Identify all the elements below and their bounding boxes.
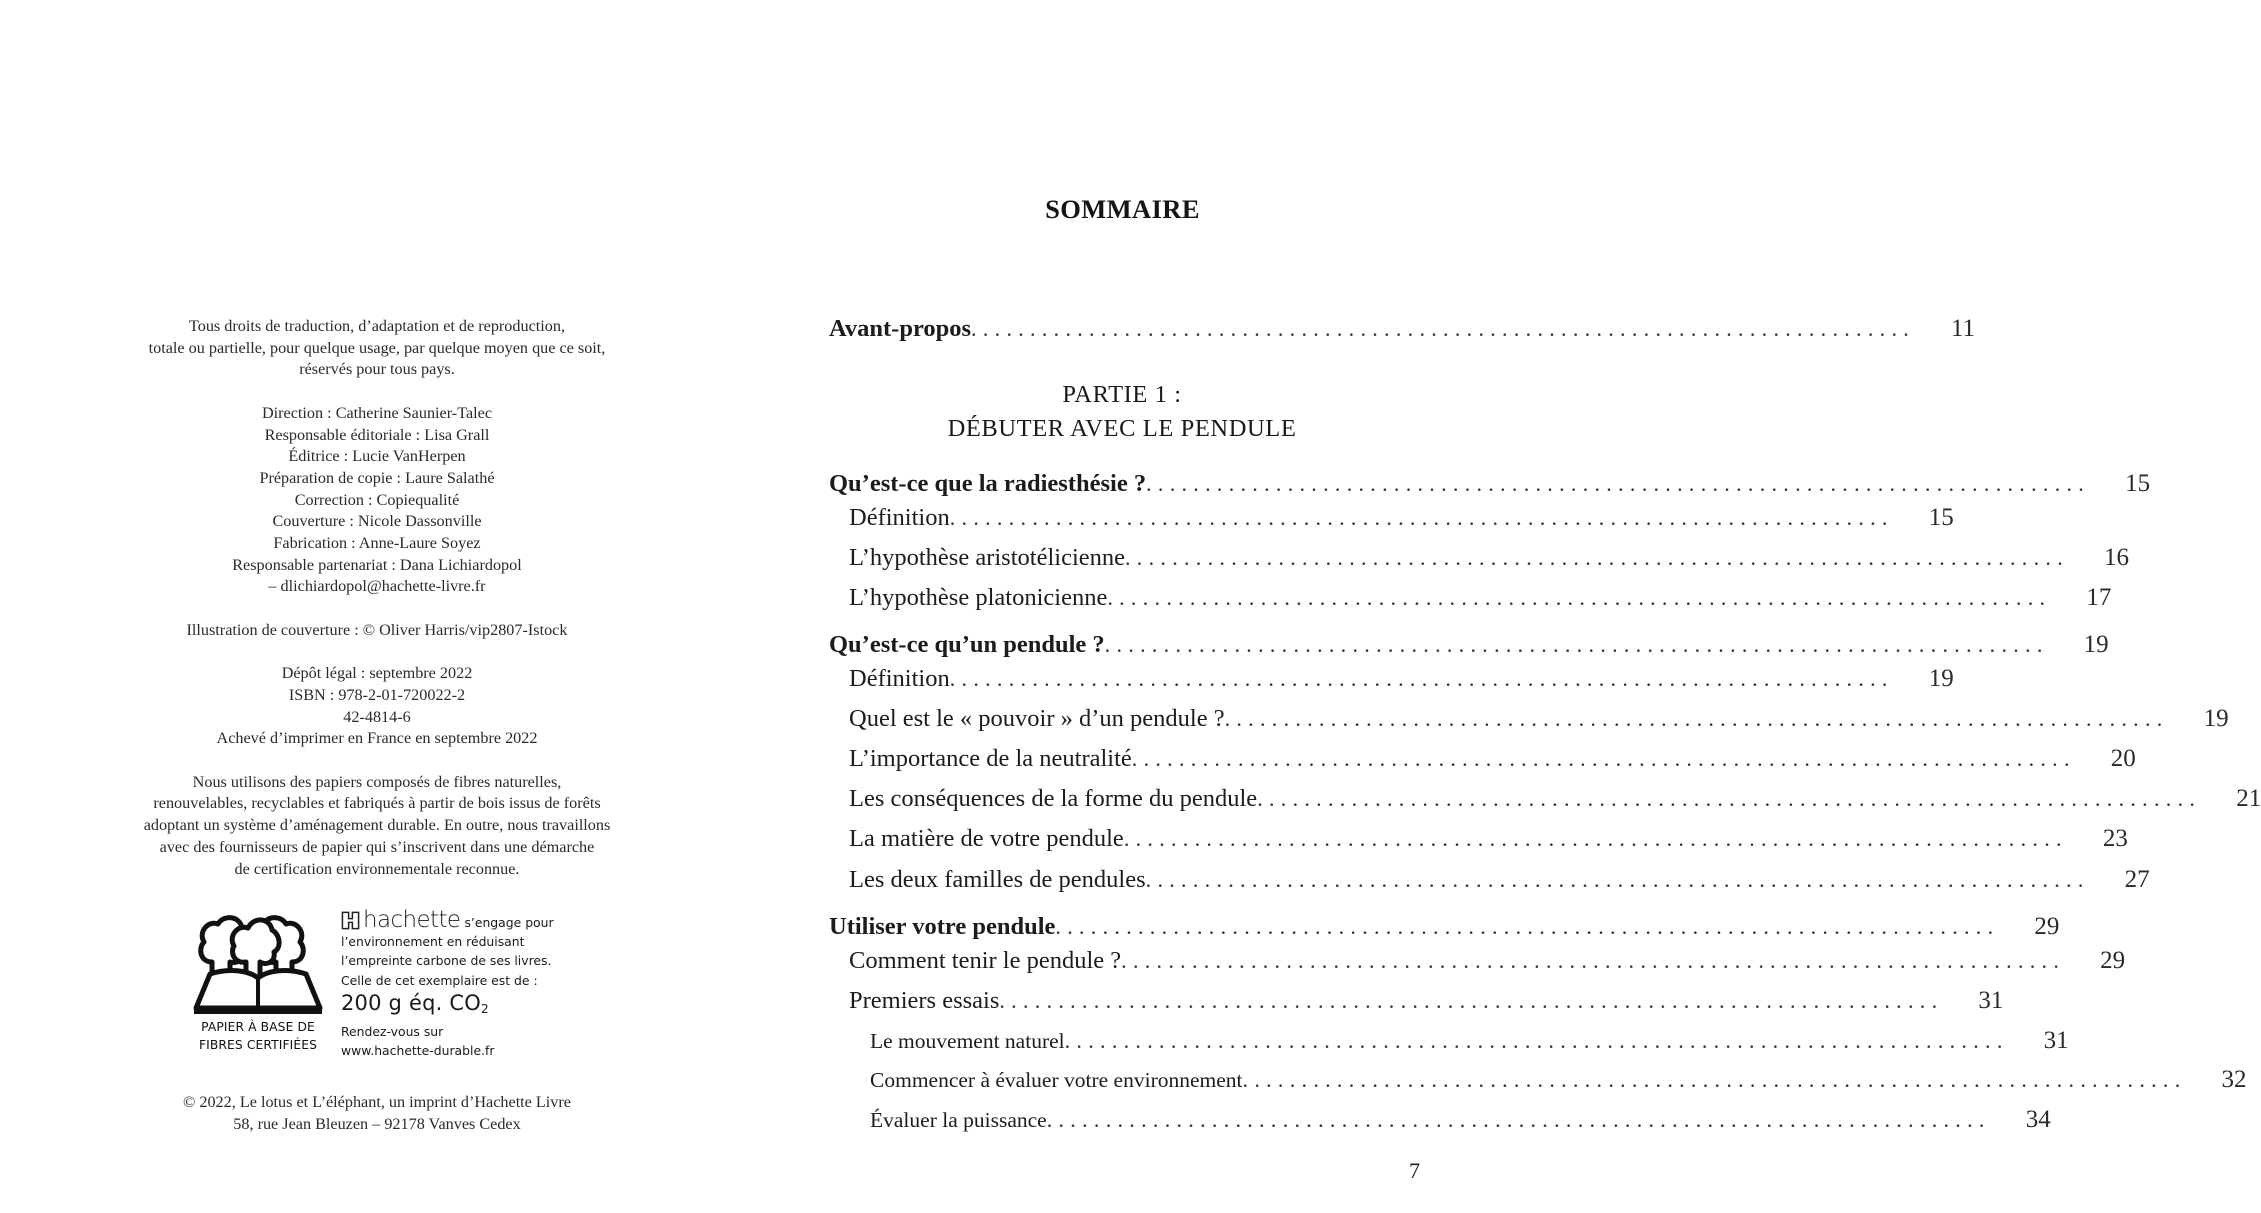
toc-entry-label: Évaluer la puissance [870, 1108, 1047, 1132]
toc-entry-page: 29 [2100, 947, 2126, 974]
toc-entry[interactable] [829, 665, 1954, 693]
copyright-page [80, 316, 674, 902]
part-heading [829, 378, 1415, 446]
legal-deposit: Dépôt légal : septembre 2022 [281, 664, 473, 683]
toc-entry-label: Commencer à évaluer votre environnement [870, 1068, 1243, 1092]
credit-partnership: Responsable partenariat : Dana Lichiardopol [232, 555, 522, 574]
toc-entry-label: Les conséquences de la forme du pendule [849, 785, 1258, 812]
toc-entry[interactable] [829, 504, 1954, 532]
paper-line: renouvelables, recyclables et fabriqués à partir de bois issus de forêts [153, 794, 601, 813]
editorial-credits [80, 403, 674, 598]
notice-line: l’empreinte carbone de ses livres. [341, 953, 552, 969]
toc-entry[interactable] [829, 825, 2128, 853]
notice-line: Celle de cet exemplaire est de : [341, 972, 538, 988]
eco-badge [188, 908, 588, 1058]
toc-entry-page: 19 [1928, 665, 1954, 692]
paper-line: avec des fournisseurs de papier qui s’inscrivent dans une démarche [159, 837, 595, 856]
toc-entry-page: 21 [2236, 785, 2261, 812]
certified-paper-logo [188, 908, 328, 1058]
rights-notice [80, 316, 674, 381]
dot-leader: ................................................................................ [949, 666, 1894, 691]
dot-leader: ................................................................................ [1224, 706, 2169, 731]
dot-leader: ................................................................................ [1123, 826, 2068, 851]
toc-entry-page: 19 [2203, 705, 2229, 732]
rights-line: Tous droits de traduction, d’adaptation et de reproduction, [188, 317, 566, 335]
toc-entry-label: Les deux familles de pendules [849, 866, 1146, 893]
dot-leader: ................................................................................ [1146, 471, 2091, 496]
legal-info [80, 663, 674, 750]
edition-code: 42-4814-6 [343, 707, 411, 726]
credit-production: Fabrication : Anne-Laure Soyez [273, 534, 481, 553]
credit-copy-prep: Préparation de copie : Laure Salathé [259, 468, 495, 487]
printing-info: Achevé d’imprimer en France en septembre 2022 [216, 729, 538, 748]
toc-entry-label: Définition [849, 504, 950, 531]
toc-entry[interactable] [829, 987, 2004, 1015]
toc-entry-page: 23 [2102, 825, 2128, 852]
trees-and-book-icon [192, 912, 324, 1016]
dot-leader: ................................................................................ [1131, 746, 2076, 771]
toc-entry-page: 16 [2104, 544, 2129, 571]
toc-entry-page: 17 [2086, 584, 2112, 611]
toc-entry-label: La matière de votre pendule [849, 825, 1124, 852]
credit-editorial-manager: Responsable éditoriale : Lisa Grall [264, 425, 490, 444]
toc-entry-page: 32 [2221, 1066, 2247, 1093]
dot-leader: ................................................................................ [1257, 786, 2202, 811]
caption-line: PAPIER À BASE DE [201, 1020, 315, 1034]
part-number: PARTIE 1 : [1062, 381, 1182, 408]
toc-entry-label: Qu’est-ce qu’un pendule ? [829, 631, 1105, 658]
toc-entry[interactable] [829, 745, 2136, 773]
toc-entry-page: 27 [2124, 866, 2150, 893]
toc-entry[interactable] [829, 705, 2229, 733]
dot-leader: ................................................................................ [949, 505, 1894, 530]
illustration-line: Illustration de couverture : © Oliver Harris/vip2807-Istock [186, 620, 568, 639]
notice-line: l’environnement en réduisant [341, 934, 525, 949]
toc-entry[interactable] [829, 584, 2112, 612]
toc-entry-page: 20 [2110, 745, 2136, 772]
toc-entry-label: Le mouvement naturel [870, 1029, 1065, 1053]
hachette-logo-text: hachette [363, 907, 461, 933]
dot-leader: ................................................................................ [1046, 1107, 1991, 1132]
brand-tagline: s’engage pour [464, 915, 554, 930]
toc-entry-label: Définition [849, 665, 950, 692]
co2-amount: 200 g éq. CO [341, 990, 481, 1015]
dot-leader: ................................................................................ [1104, 632, 2049, 657]
isbn: ISBN : 978-2-01-720022-2 [288, 685, 466, 704]
paper-line: Nous utilisons des papiers composés de fibres naturelles, [192, 772, 562, 791]
toc-entry[interactable] [829, 470, 2151, 498]
dot-leader: ................................................................................ [1121, 948, 2066, 973]
dot-leader: ................................................................................ [1055, 914, 2000, 939]
toc-entry-label: Avant-propos [829, 315, 972, 342]
toc-entry[interactable] [829, 1066, 2247, 1094]
rights-line: totale ou partielle, pour quelque usage, par quelque moyen que ce soit, [148, 338, 606, 357]
toc-entry-page: 29 [2034, 913, 2060, 940]
credit-editor: Éditrice : Lucie VanHerpen [288, 447, 466, 466]
toc-entry-page: 15 [1928, 504, 1954, 531]
toc-entry-page: 11 [1950, 315, 1976, 342]
toc-entry[interactable] [829, 913, 2060, 941]
publisher-address: 58, rue Jean Bleuzen – 92178 Vanves Cedex [233, 1114, 521, 1133]
dot-leader: ................................................................................ [1145, 867, 2090, 892]
toc-entry-label: L’hypothèse platonicienne [849, 584, 1108, 611]
rights-line: réservés pour tous pays. [299, 360, 455, 379]
toc-entry-label: Qu’est-ce que la radiesthésie ? [829, 470, 1147, 497]
toc-entry-label: Comment tenir le pendule ? [849, 947, 1122, 974]
cover-illustration-credit [80, 620, 674, 642]
publisher-copyright: © 2022, Le lotus et L’éléphant, un imprint d’Hachette Livre [183, 1093, 571, 1111]
certified-paper-caption [188, 1018, 328, 1054]
page-number: 7 [1409, 1158, 1420, 1183]
dot-leader: ................................................................................ [971, 316, 1916, 341]
toc-entry-page: 31 [1978, 987, 2004, 1014]
publisher-imprint [80, 1092, 674, 1135]
dot-leader: ................................................................................ [1107, 585, 2052, 610]
toc-entry-page: 19 [2083, 631, 2109, 658]
toc-entry[interactable] [829, 785, 2261, 813]
toc-entry-label: L’hypothèse aristotélicienne [849, 544, 1125, 571]
credit-direction: Direction : Catherine Saunier-Talec [261, 403, 492, 422]
credit-correction: Correction : Copiequalité [294, 490, 460, 509]
hachette-brand-row [341, 908, 601, 932]
toc-entry[interactable] [829, 631, 2109, 659]
toc-entry-label: Quel est le « pouvoir » d’un pendule ? [849, 705, 1225, 732]
toc-entry[interactable] [829, 947, 2126, 975]
dot-leader: ................................................................................ [1242, 1067, 2187, 1092]
credit-partnership-email: – dlichiardopol@hachette-livre.fr [268, 577, 486, 596]
toc-entry[interactable] [829, 315, 1976, 343]
part-title: DÉBUTER AVEC LE PENDULE [947, 415, 1297, 442]
hachette-durable-link: www.hachette-durable.fr [341, 1043, 495, 1059]
toc-entry-page: 34 [2025, 1106, 2051, 1133]
toc-entry[interactable] [829, 866, 2150, 894]
toc-entry-label: L’importance de la neutralité [849, 745, 1132, 772]
toc-entry[interactable] [829, 1106, 2051, 1134]
carbon-footprint-notice [341, 908, 601, 1060]
toc-entry-label: Utiliser votre pendule [829, 913, 1056, 940]
paper-line: de certification environnementale reconnue. [234, 859, 520, 878]
dot-leader: ................................................................................ [1064, 1028, 2009, 1053]
link-intro: Rendez-vous sur [341, 1023, 444, 1039]
dot-leader: ................................................................................ [1125, 545, 2069, 570]
toc-entry[interactable] [829, 544, 2129, 572]
caption-line: FIBRES CERTIFIÉES [198, 1038, 318, 1052]
co2-value [341, 990, 601, 1022]
hachette-h-icon [341, 911, 360, 930]
co2-subscript: 2 [480, 1001, 489, 1016]
toc-entry[interactable] [829, 1027, 2069, 1055]
paper-statement [80, 772, 674, 881]
credit-cover: Couverture : Nicole Dassonville [272, 512, 482, 531]
toc-entry-page: 31 [2043, 1027, 2069, 1054]
paper-line: adoptant un système d’aménagement durable. En outre, nous travaillons [143, 816, 611, 835]
dot-leader: ................................................................................ [999, 988, 1944, 1013]
toc-entry-page: 15 [2125, 470, 2151, 497]
toc-title: SOMMAIRE [1045, 194, 1200, 224]
toc-entry-label: Premiers essais [849, 987, 1000, 1014]
